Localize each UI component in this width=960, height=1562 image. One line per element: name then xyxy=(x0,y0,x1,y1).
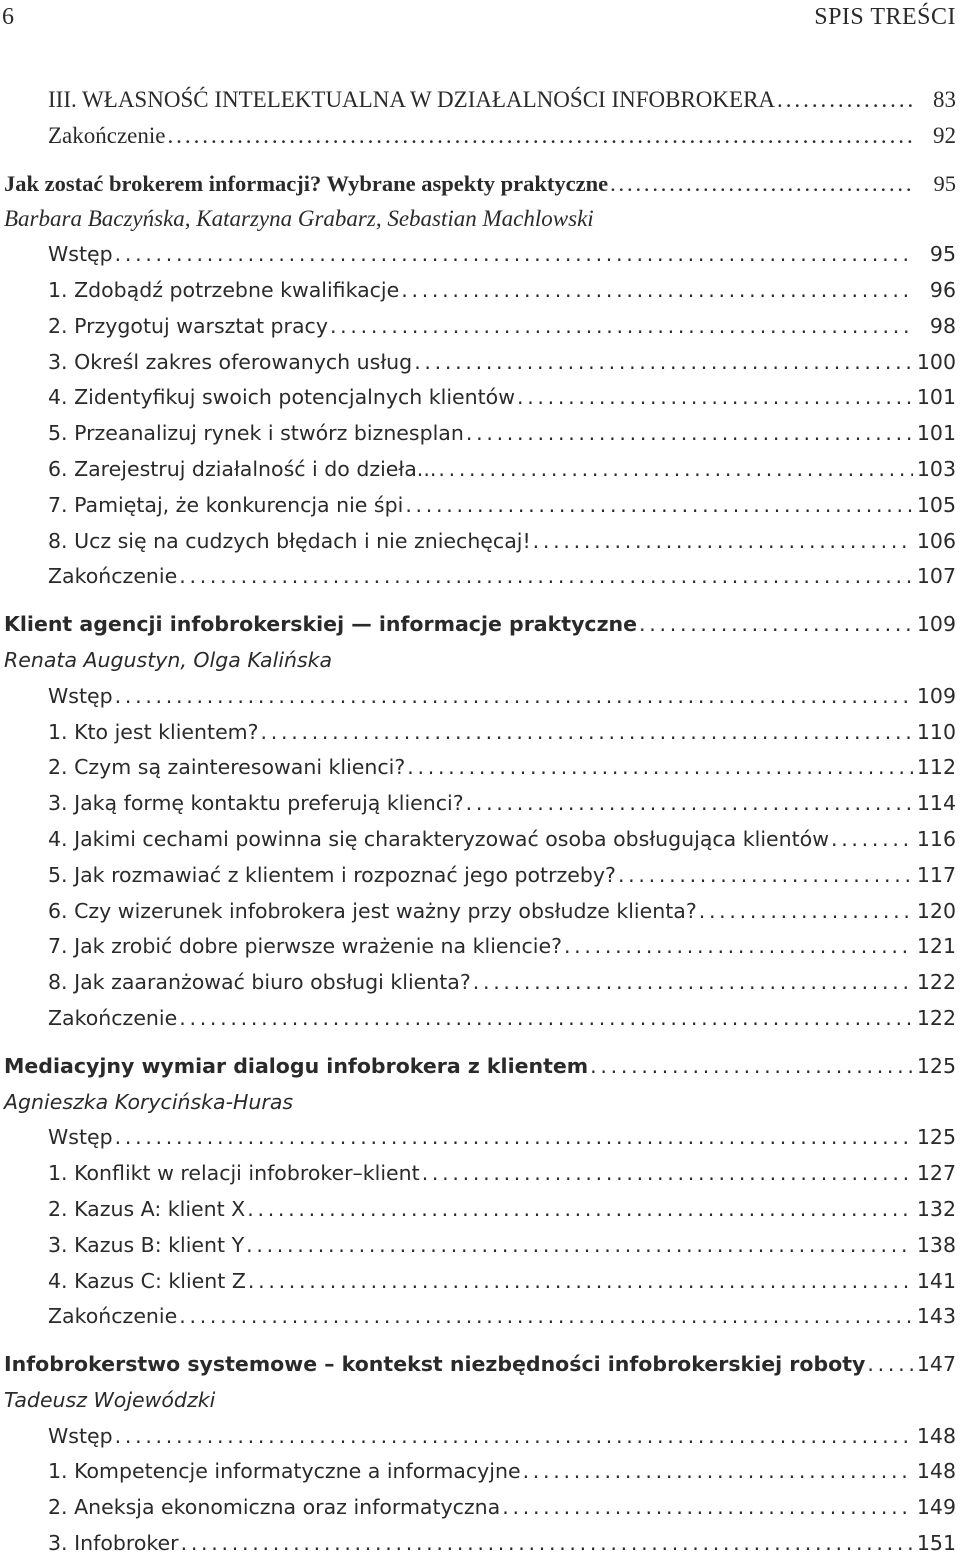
toc-page-number: 112 xyxy=(916,755,956,780)
toc-entry xyxy=(0,750,960,786)
dot-leader xyxy=(564,929,913,965)
toc-entry xyxy=(0,237,960,273)
toc-entry xyxy=(0,309,960,345)
dot-leader xyxy=(179,559,913,595)
toc-page-number: 125 xyxy=(916,1053,956,1078)
toc-entry-title: Zakończenie xyxy=(48,1304,178,1329)
page-number: 6 xyxy=(2,4,14,30)
dot-leader xyxy=(867,1347,912,1383)
page-header xyxy=(0,4,960,40)
dot-leader xyxy=(115,679,913,715)
toc-entry-title: 1. Konflikt w relacji infobroker–klient xyxy=(48,1161,420,1186)
toc-entry xyxy=(0,822,960,858)
toc-entry-title: III. WŁASNOŚĆ INTELEKTUALNA W DZIAŁALNOŚCI INFOBROKERA xyxy=(48,87,776,112)
toc-page-number: 83 xyxy=(933,87,956,112)
toc-entry xyxy=(0,1120,960,1156)
toc-page-number: 105 xyxy=(916,492,956,517)
toc-entry-title: 3. Kazus B: klient Y xyxy=(48,1232,245,1257)
toc-entry xyxy=(0,82,960,118)
toc-page-number: 107 xyxy=(916,564,956,589)
dot-leader xyxy=(330,309,914,345)
toc-page-number: 110 xyxy=(916,719,956,744)
toc-entry-title: 5. Przeanalizuj rynek i stwórz biznesplan xyxy=(48,421,464,446)
toc-entry xyxy=(0,1490,960,1526)
toc-authors xyxy=(0,643,960,679)
toc-entry xyxy=(0,1526,960,1562)
toc-entry-title: 4. Jakimi cechami powinna się charakteryzować osoba obsługująca klientów xyxy=(48,826,829,851)
toc-page-number: 122 xyxy=(916,970,956,995)
toc-authors xyxy=(0,1383,960,1419)
toc-page-number: 109 xyxy=(916,612,956,637)
dot-leader xyxy=(407,750,913,786)
toc-entry xyxy=(0,786,960,822)
dot-leader xyxy=(401,273,914,309)
dot-leader xyxy=(181,1526,913,1562)
toc-entry xyxy=(0,1299,960,1335)
dot-leader xyxy=(115,1120,913,1156)
toc-chapter xyxy=(0,166,960,202)
toc-entry-title: Zakończenie xyxy=(48,1005,178,1030)
toc-entry-title: Wstęp xyxy=(48,1423,113,1448)
toc-page-number: 109 xyxy=(916,683,956,708)
toc-page-number: 138 xyxy=(916,1232,956,1257)
toc-entry-title: Zakończenie xyxy=(48,564,178,589)
dot-leader xyxy=(777,82,914,118)
dot-leader xyxy=(639,607,913,643)
toc-entry xyxy=(0,416,960,452)
toc-entry-title: Renata Augustyn, Olga Kalińska xyxy=(4,647,333,672)
toc-entry-title: Wstęp xyxy=(48,242,113,267)
toc-entry-title: 5. Jak rozmawiać z klientem i rozpoznać jego potrzeby? xyxy=(48,862,616,887)
toc-page-number: 114 xyxy=(916,791,956,816)
toc-entry xyxy=(0,929,960,965)
dot-leader xyxy=(533,524,913,560)
toc-entry-title: Klient agencji infobrokerskiej — informacje praktyczne xyxy=(4,612,638,637)
toc-entry xyxy=(0,1228,960,1264)
toc-page-number: 143 xyxy=(916,1304,956,1329)
toc-page-number: 148 xyxy=(916,1459,956,1484)
toc-entry xyxy=(0,345,960,381)
toc-entry-title: 6. Zarejestruj działalność i do dzieła... xyxy=(48,456,437,481)
toc-entry xyxy=(0,679,960,715)
toc-authors xyxy=(0,201,960,237)
toc-entry-title: Mediacyjny wymiar dialogu infobrokera z klientem xyxy=(4,1053,589,1078)
toc-page-number: 103 xyxy=(916,456,956,481)
toc-authors xyxy=(0,1085,960,1121)
table-of-contents xyxy=(0,82,960,1562)
toc-page-number: 127 xyxy=(916,1161,956,1186)
toc-page-number: 121 xyxy=(916,934,956,959)
dot-leader xyxy=(248,1264,913,1300)
dot-leader xyxy=(179,1001,913,1037)
toc-entry-title: 3. Infobroker xyxy=(48,1531,179,1556)
toc-entry-title: Jak zostać brokerem informacji? Wybrane aspekty praktyczne xyxy=(4,170,609,196)
toc-entry-title: 7. Pamiętaj, że konkurencja nie śpi xyxy=(48,492,404,517)
toc-entry xyxy=(0,452,960,488)
toc-entry xyxy=(0,524,960,560)
dot-leader xyxy=(438,452,913,488)
toc-chapter xyxy=(0,1049,960,1085)
toc-entry-title: Infobrokerstwo systemowe – kontekst niezbędności infobrokerskiej roboty xyxy=(4,1352,866,1377)
toc-entry xyxy=(0,273,960,309)
toc-entry xyxy=(0,118,960,154)
toc-page-number: 92 xyxy=(933,122,956,148)
toc-page-number: 125 xyxy=(916,1125,956,1150)
toc-entry-title: Wstęp xyxy=(48,1125,113,1150)
toc-entry xyxy=(0,559,960,595)
toc-page-number: 120 xyxy=(916,898,956,923)
toc-entry-title: 8. Jak zaaranżować biuro obsługi klienta? xyxy=(48,970,471,995)
toc-page-number: 122 xyxy=(916,1005,956,1030)
toc-entry xyxy=(0,488,960,524)
running-head: SPIS TREŚCI xyxy=(814,4,956,30)
toc-page-number: 101 xyxy=(916,385,956,410)
dot-leader xyxy=(466,786,913,822)
dot-leader xyxy=(414,345,913,381)
toc-entry xyxy=(0,1156,960,1192)
dot-leader xyxy=(405,488,913,524)
toc-page-number: 98 xyxy=(929,313,956,338)
dot-leader xyxy=(523,1454,913,1490)
toc-entry xyxy=(0,1192,960,1228)
toc-chapter xyxy=(0,607,960,643)
toc-entry-title: 8. Ucz się na cudzych błędach i nie zniechęcaj! xyxy=(48,528,531,553)
toc-entry xyxy=(0,1264,960,1300)
toc-entry-title: Barbara Baczyńska, Katarzyna Grabarz, Sebastian Machlowski xyxy=(4,206,594,232)
dot-leader xyxy=(699,894,913,930)
toc-entry xyxy=(0,1454,960,1490)
toc-page-number: 95 xyxy=(929,242,956,267)
toc-entry-title: Tadeusz Wojewódzki xyxy=(4,1387,216,1412)
toc-page-number: 148 xyxy=(916,1423,956,1448)
toc-chapter xyxy=(0,1347,960,1383)
toc-page-number: 95 xyxy=(933,170,956,196)
dot-leader xyxy=(466,416,913,452)
toc-entry xyxy=(0,380,960,416)
toc-page-number: 101 xyxy=(916,421,956,446)
toc-entry-title: 1. Kto jest klientem? xyxy=(48,719,259,744)
dot-leader xyxy=(167,118,914,154)
dot-leader xyxy=(261,715,913,751)
toc-entry-title: 3. Jaką formę kontaktu preferują klienci? xyxy=(48,791,464,816)
toc-entry xyxy=(0,1419,960,1455)
toc-page-number: 96 xyxy=(929,277,956,302)
dot-leader xyxy=(246,1228,913,1264)
toc-entry-title: 4. Kazus C: klient Z xyxy=(48,1268,246,1293)
toc-entry-title: 1. Zdobądź potrzebne kwalifikacje xyxy=(48,277,400,302)
toc-entry-title: 4. Zidentyfikuj swoich potencjalnych klientów xyxy=(48,385,515,410)
toc-entry-title: 7. Jak zrobić dobre pierwsze wrażenie na kliencie? xyxy=(48,934,562,959)
dot-leader xyxy=(179,1299,913,1335)
toc-page-number: 117 xyxy=(916,862,956,887)
dot-leader xyxy=(247,1192,913,1228)
toc-entry-title: 3. Określ zakres oferowanych usług xyxy=(48,349,413,374)
toc-entry-title: Agnieszka Korycińska-Huras xyxy=(4,1089,294,1114)
toc-entry-title: 1. Kompetencje informatyczne a informacyjne xyxy=(48,1459,521,1484)
dot-leader xyxy=(610,166,914,202)
dot-leader xyxy=(502,1490,913,1526)
dot-leader xyxy=(517,380,913,416)
dot-leader xyxy=(473,965,913,1001)
dot-leader xyxy=(115,237,914,273)
toc-entry xyxy=(0,894,960,930)
dot-leader xyxy=(831,822,913,858)
toc-page-number: 116 xyxy=(916,826,956,851)
toc-entry-title: 6. Czy wizerunek infobrokera jest ważny przy obsłudze klienta? xyxy=(48,898,697,923)
toc-entry-title: 2. Kazus A: klient X xyxy=(48,1196,246,1221)
toc-entry-title: 2. Aneksja ekonomiczna oraz informatyczna xyxy=(48,1495,501,1520)
toc-entry xyxy=(0,858,960,894)
toc-entry xyxy=(0,715,960,751)
dot-leader xyxy=(590,1049,913,1085)
dot-leader xyxy=(115,1419,913,1455)
toc-page-number: 147 xyxy=(916,1352,956,1377)
toc-entry-title: Zakończenie xyxy=(48,122,166,148)
toc-entry-title: Wstęp xyxy=(48,683,113,708)
toc-entry xyxy=(0,965,960,1001)
toc-page-number: 141 xyxy=(916,1268,956,1293)
toc-page-number: 151 xyxy=(916,1531,956,1556)
toc-page-number: 132 xyxy=(916,1196,956,1221)
toc-page-number: 106 xyxy=(916,528,956,553)
toc-page-number: 149 xyxy=(916,1495,956,1520)
toc-page-number: 100 xyxy=(916,349,956,374)
toc-entry-title: 2. Czym są zainteresowani klienci? xyxy=(48,755,406,780)
dot-leader xyxy=(422,1156,913,1192)
toc-entry xyxy=(0,1001,960,1037)
toc-entry-title: 2. Przygotuj warsztat pracy xyxy=(48,313,328,338)
dot-leader xyxy=(618,858,913,894)
